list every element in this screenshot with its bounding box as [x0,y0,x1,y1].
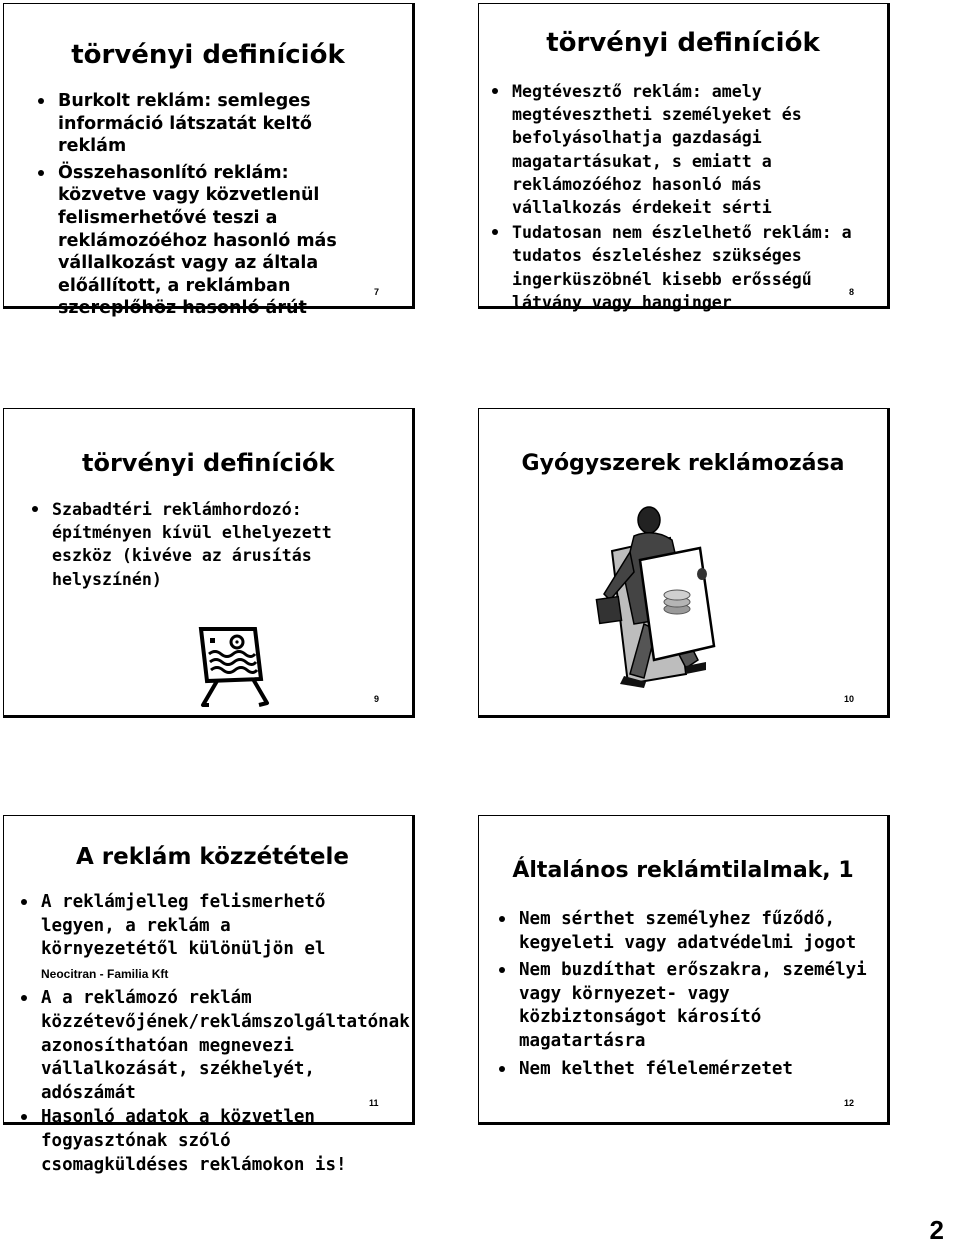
slide-10-title: Gyógyszerek reklámozása [521,451,845,476]
slide-7-number: 7 [374,287,380,297]
slide-8-bullets [490,80,872,314]
slide-9-title: törvényi definíciók [82,449,335,477]
example-neocitran: Neocitran - Familia Kft [41,966,169,981]
slide-11-title: A reklám közzététele [76,844,349,870]
slide-9-bullets [30,498,370,591]
sandwich-board-man-illustration [594,496,744,701]
slide-7-bullets [36,90,381,320]
bullet-megteveszto-reklam: Megtévesztő reklám: amely megtévesztheti személyeket és befolyásolhatja gazdasági magatartásukat, s emiatt a reklámozóéhoz hasonló más vállalkozás érdekeit sérti [490,80,872,219]
bullet-csomagkuldes: Hasonló adatok a közvetlen fogyasztónak szóló csomagküldéses reklámokon is! [19,1106,369,1177]
bullet-felelemerzet: Nem kelthet félelemérzetet [497,1058,877,1082]
bullet-szabadteri-reklamhordozo: Szabadtéri reklámhordozó: építményen kívül elhelyezett eszköz (kivéve az árusítás helyszínén) [30,498,370,591]
slide-8-title: törvényi definíciók [546,28,820,58]
slide-11-number: 11 [369,1098,379,1108]
slide-8 [478,3,890,312]
slide-12-number: 12 [844,1098,855,1108]
bullet-szemelyhez-fuzodo: Nem sérthet személyhez fűződő, kegyeleti vagy adatvédelmi jogot [497,908,877,955]
slide-12-title: Általános reklámtilalmak, 1 [512,858,854,883]
bullet-eroszak: Nem buzdíthat erőszakra, személyi vagy környezet- vagy közbiztonságot károsító magatartásra [497,959,877,1053]
slide-10 [478,408,890,718]
slide-11 [3,815,415,1175]
bullet-reklamozo-adatai: A a reklámozó reklám közzétevőjének/reklámszolgáltatónak azonosíthatóan megnevezi vállalkozását, székhelyét, adószámát [19,987,369,1105]
billboard-sign-icon [195,625,275,709]
bullet-burkolt-reklam: Burkolt reklám: semleges információ látszatát keltő reklám [36,90,381,158]
slide-8-number: 8 [849,287,855,297]
slide-9 [3,408,415,718]
slide-12-bullets [497,908,877,1081]
slide-7-title: törvényi definíciók [71,40,345,70]
slide-7 [3,3,415,319]
slide-12 [478,815,890,1125]
bullet-reklamjelleg-text: A reklámjelleg felismerhető legyen, a reklám a környezetétől különüljön el [41,892,326,960]
bullet-osszehasonlito-reklam: Összehasonlító reklám: közvetve vagy közvetlenül felismerhetővé teszi a reklámozóéhoz hasonló más vállalkozást vagy az általa előállított, a reklámban szereplőhöz hasonló árút [36,162,381,320]
slide-9-number: 9 [374,694,380,704]
page-number: 2 [929,1215,944,1245]
bullet-reklamjelleg [19,891,369,986]
slide-10-number: 10 [844,694,855,704]
bullet-tudatosan-nem-eszlelheto: Tudatosan nem észlelhető reklám: a tudatos észleléshez szükséges ingerküszöbnél kisebb erősségű látvány vagy hanginger [490,221,872,314]
